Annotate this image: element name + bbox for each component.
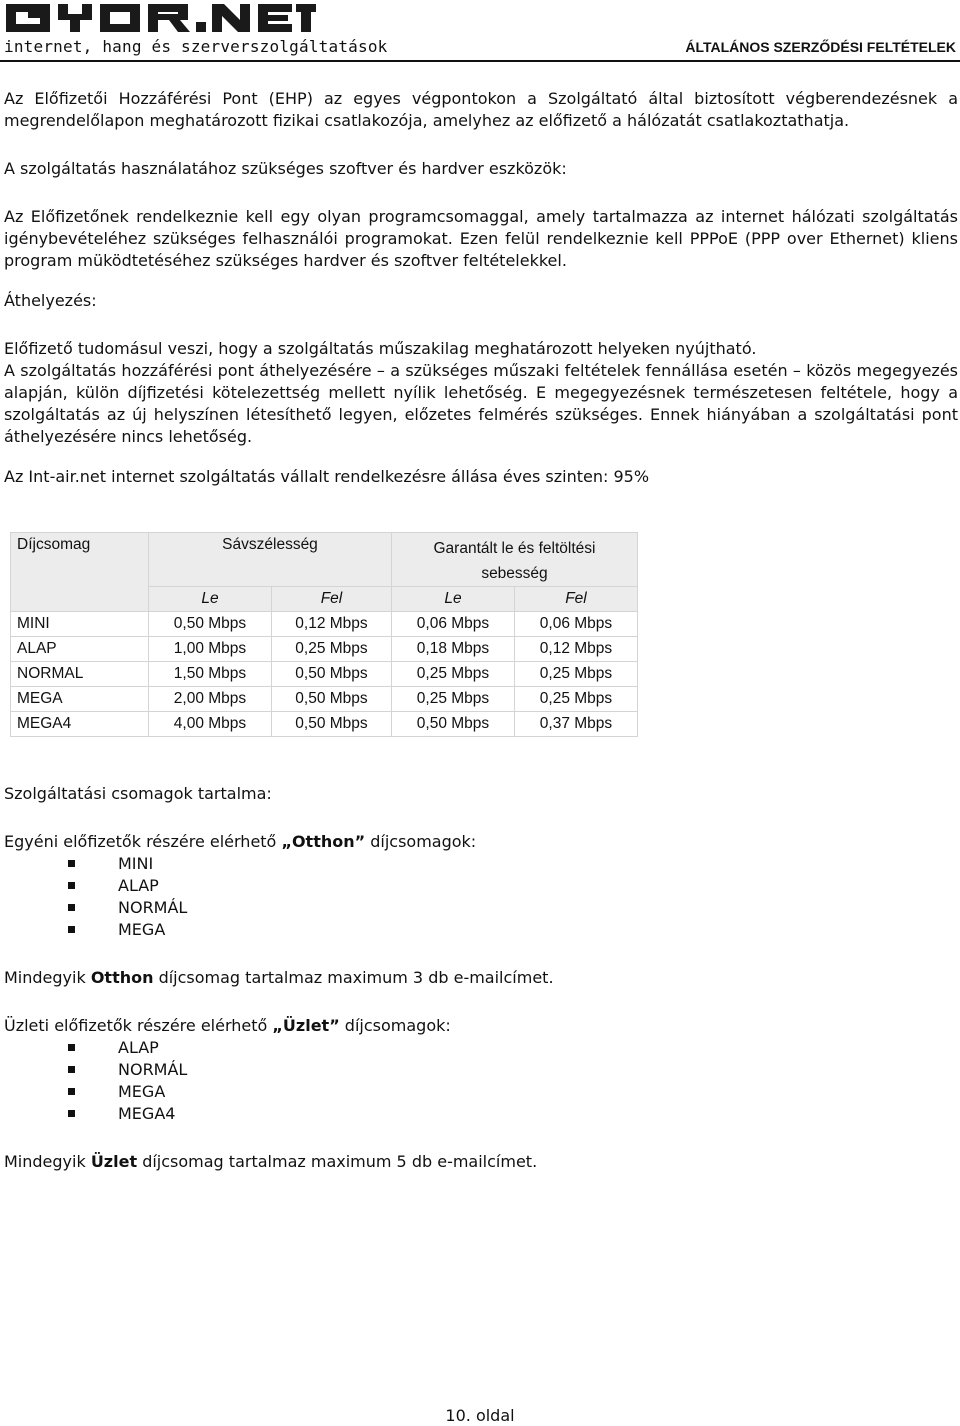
table-row (11, 687, 638, 712)
tools-paragraph: Az Előfizetőnek rendelkeznie kell egy olyan programcsomaggal, amely tartalmazza az internet hálózati szolgáltatás igénybevételéhez szükséges felhasználói programokat. Ezen felül rendelkeznie kell PPPoE (PPP over Ethernet) kliens program müködtetéséhez szükséges hardver és szoftver feltételekkel. (4, 207, 958, 270)
relocation-paragraph-2: A szolgáltatás hozzáférési pont áthelyezésére – a szükséges műszaki feltételek fennállása esetén – közös megegyezés alapján, külön díjfizetési kötelezettség mellett nyílik lehetőség. E megegyezésnek természetesen feltétele, hogy a szolgáltatás az új helyszínen létesíthető legyen, előzetes felmérés szükséges. Ennek hiányában a szolgáltatási pont áthelyezésére nincs lehetőség. (4, 361, 958, 446)
ehp-paragraph: Az Előfizetői Hozzáférési Pont (EHP) az egyes végpontokon a Szolgáltató által biztosított végberendezésnek a megrendelőlapon meghatározott fizikai csatlakozója, amelyhez az előfizető a hálózatát csatlakoztathatja. (4, 89, 958, 130)
table-header-row (11, 533, 638, 587)
col-guaranteed-header: Garantált le és feltöltési sebesség (392, 533, 638, 587)
biz-intro-text: Üzleti előfizetők részére elérhető (4, 1016, 273, 1035)
home-package-list (4, 853, 958, 941)
bandwidth-up: 0,50 Mbps (272, 687, 392, 712)
bandwidth-up: 0,50 Mbps (272, 662, 392, 687)
home-package-name: „Otthon” (281, 832, 366, 851)
home-note-prefix: Mindegyik (4, 968, 91, 987)
relocation-paragraph-1: Előfizető tudomásul veszi, hogy a szolgáltatás műszakilag meghatározott helyeken nyújtható. (4, 339, 757, 358)
table-row (11, 637, 638, 662)
home-intro-suffix: díjcsomagok: (365, 832, 477, 851)
guaranteed-up: 0,25 Mbps (515, 662, 638, 687)
sub-guaranteed-up: Fel (515, 587, 638, 612)
bandwidth-down: 2,00 Mbps (149, 687, 272, 712)
biz-note-suffix: díjcsomag tartalmaz maximum 5 db e-mailcímet. (137, 1152, 538, 1171)
list-item: ALAP (4, 875, 958, 897)
guaranteed-down: 0,25 Mbps (392, 662, 515, 687)
logo-graphic (4, 2, 316, 34)
bandwidth-down: 0,50 Mbps (149, 612, 272, 637)
tools-heading: A szolgáltatás használatához szükséges szoftver és hardver eszközök: (4, 159, 567, 178)
business-package-list (4, 1037, 958, 1125)
guaranteed-up: 0,25 Mbps (515, 687, 638, 712)
table-row (11, 662, 638, 687)
document-title: ÁLTALÁNOS SZERZŐDÉSI FELTÉTELEK (685, 39, 956, 55)
list-item: MEGA (4, 919, 958, 941)
header-divider (0, 60, 960, 62)
package-name: MEGA (11, 687, 149, 712)
sub-bandwidth-down: Le (149, 587, 272, 612)
biz-package-name: „Üzlet” (272, 1016, 340, 1035)
home-intro-text: Egyéni előfizetők részére elérhető (4, 832, 282, 851)
list-item: NORMÁL (4, 897, 958, 919)
package-name: ALAP (11, 637, 149, 662)
biz-note-package: Üzlet (90, 1152, 138, 1171)
guaranteed-down: 0,25 Mbps (392, 687, 515, 712)
home-note-package: Otthon (90, 968, 154, 987)
business-packages-intro (4, 1015, 958, 1037)
home-note-suffix: díjcsomag tartalmaz maximum 3 db e-mailcímet. (153, 968, 554, 987)
bandwidth-up: 0,12 Mbps (272, 612, 392, 637)
tariff-table (10, 532, 638, 737)
guaranteed-down: 0,06 Mbps (392, 612, 515, 637)
relocation-heading: Áthelyezés: (4, 291, 97, 310)
bandwidth-down: 1,00 Mbps (149, 637, 272, 662)
guaranteed-up: 0,12 Mbps (515, 637, 638, 662)
list-item: ALAP (4, 1037, 958, 1059)
home-packages-intro (4, 831, 958, 853)
document-body (4, 88, 958, 1173)
home-packages-note (4, 967, 958, 989)
packages-heading: Szolgáltatási csomagok tartalma: (4, 784, 272, 803)
header-tagline: internet, hang és szerverszolgáltatások (4, 37, 388, 56)
business-packages-note (4, 1151, 958, 1173)
page-number: 10. oldal (445, 1406, 515, 1425)
col-package-header: Díjcsomag (11, 533, 149, 612)
sub-guaranteed-down: Le (392, 587, 515, 612)
guaranteed-up: 0,06 Mbps (515, 612, 638, 637)
gyor-net-logo (4, 2, 316, 34)
guaranteed-up: 0,37 Mbps (515, 712, 638, 737)
biz-intro-suffix: díjcsomagok: (339, 1016, 451, 1035)
bandwidth-down: 4,00 Mbps (149, 712, 272, 737)
table-row (11, 712, 638, 737)
availability-paragraph: Az Int-air.net internet szolgáltatás vállalt rendelkezésre állása éves szinten: 95% (4, 467, 650, 486)
list-item: NORMÁL (4, 1059, 958, 1081)
table-row (11, 612, 638, 637)
package-name: MINI (11, 612, 149, 637)
bandwidth-up: 0,50 Mbps (272, 712, 392, 737)
guaranteed-down: 0,18 Mbps (392, 637, 515, 662)
page-header (0, 0, 960, 62)
sub-bandwidth-up: Fel (272, 587, 392, 612)
list-item: MEGA (4, 1081, 958, 1103)
biz-note-prefix: Mindegyik (4, 1152, 91, 1171)
col-bandwidth-header: Sávszélesség (149, 533, 392, 587)
list-item: MEGA4 (4, 1103, 958, 1125)
bandwidth-up: 0,25 Mbps (272, 637, 392, 662)
list-item: MINI (4, 853, 958, 875)
package-name: NORMAL (11, 662, 149, 687)
guaranteed-down: 0,50 Mbps (392, 712, 515, 737)
package-name: MEGA4 (11, 712, 149, 737)
bandwidth-down: 1,50 Mbps (149, 662, 272, 687)
